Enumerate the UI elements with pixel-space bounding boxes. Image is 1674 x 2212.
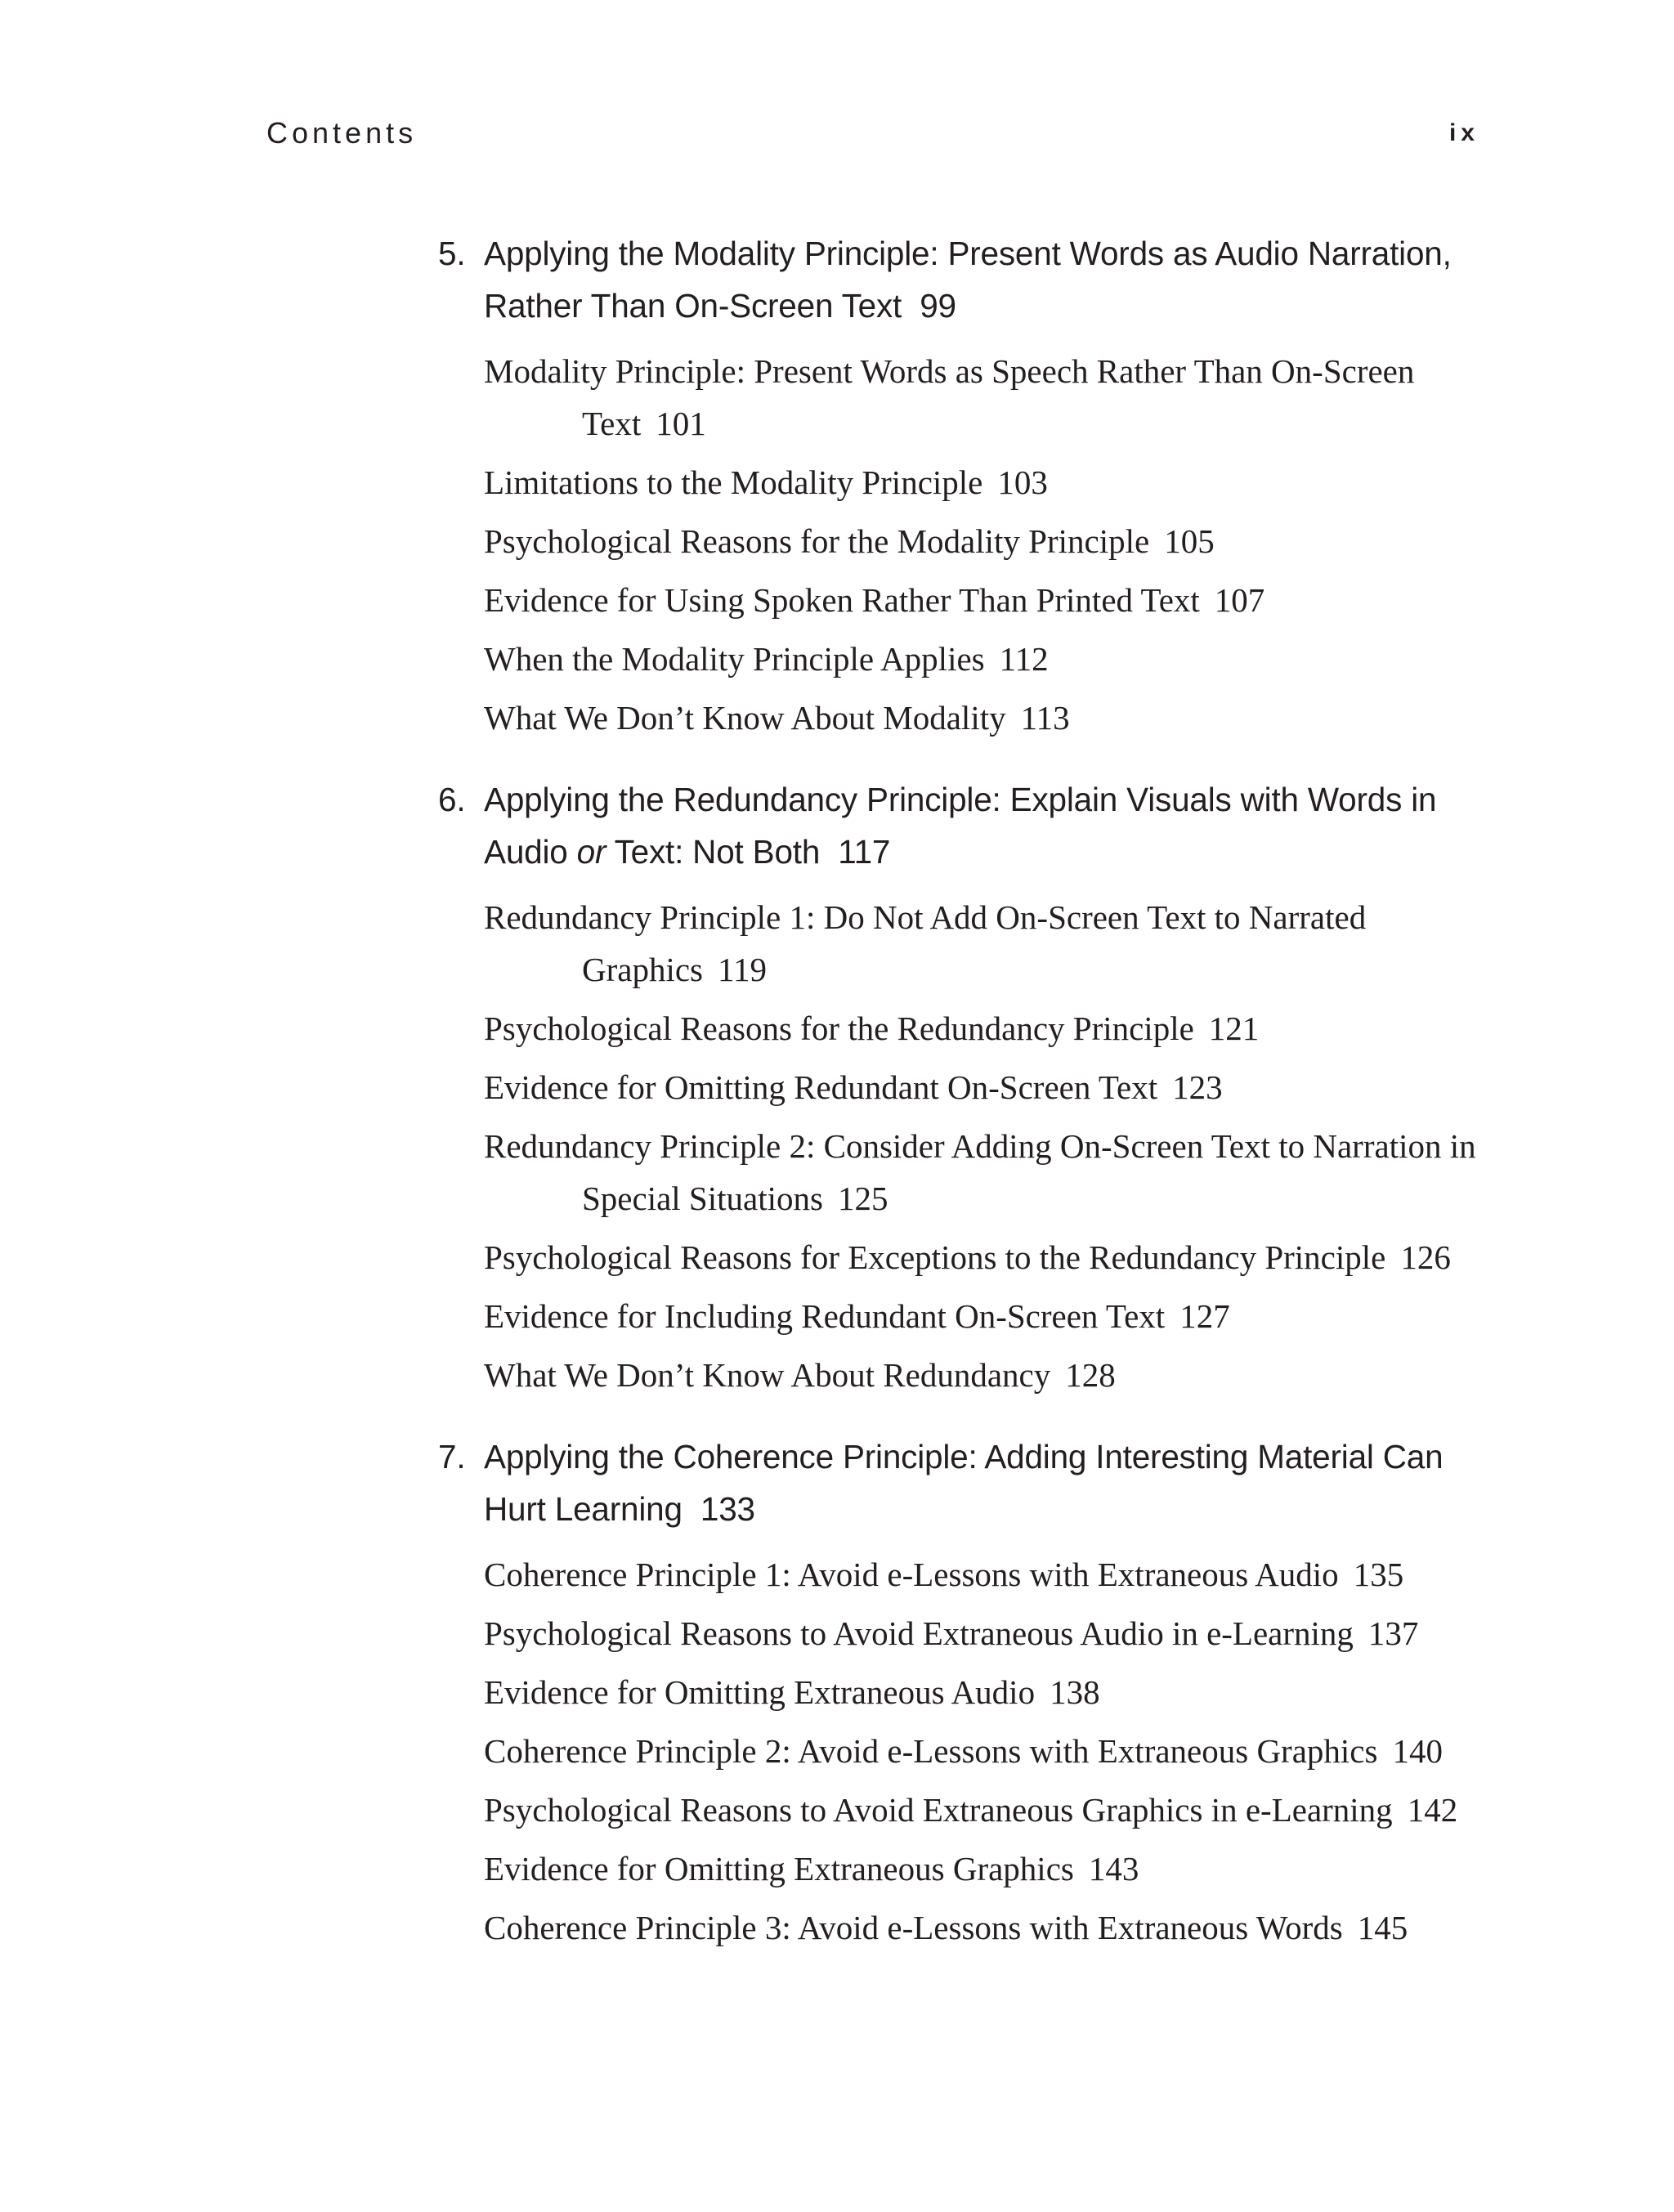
section-entry	[438, 456, 1484, 508]
section-page: 127	[1179, 1297, 1230, 1335]
section-entry	[438, 1349, 1484, 1401]
section-entry	[438, 345, 1484, 450]
table-of-contents	[438, 227, 1484, 1983]
chapter-number: 7.	[438, 1438, 466, 1475]
section-page: 125	[837, 1180, 888, 1217]
section-title: Psychological Reasons to Avoid Extraneous Audio in e-Learning	[484, 1614, 1354, 1652]
section-title: Psychological Reasons for the Redundancy Principle	[484, 1010, 1194, 1047]
section-page: 113	[1020, 699, 1070, 737]
section-title: Psychological Reasons to Avoid Extraneous Graphics in e-Learning	[484, 1791, 1393, 1829]
section-entry	[438, 1231, 1484, 1283]
section-page: 142	[1407, 1791, 1458, 1829]
section-title: Coherence Principle 3: Avoid e-Lessons with Extraneous Words	[484, 1909, 1343, 1946]
section-page: 123	[1172, 1068, 1223, 1106]
chapter-page: 133	[700, 1490, 755, 1528]
section-title: Redundancy Principle 1: Do Not Add On-Screen Text to Narrated Graphics	[484, 898, 1367, 988]
chapter-title-text: Applying the Modality Principle: Present Words as Audio Narration, Rather Than On-Screen Text	[484, 235, 1452, 325]
chapter-title-emphasis: or	[576, 833, 606, 871]
section-list	[438, 891, 1484, 1401]
section-entry	[438, 1548, 1484, 1601]
section-title: Evidence for Using Spoken Rather Than Printed Text	[484, 581, 1200, 619]
chapter-title	[484, 235, 1452, 325]
section-entry	[438, 1725, 1484, 1777]
section-entry	[438, 692, 1484, 744]
section-entry	[438, 1843, 1484, 1895]
section-title: Limitations to the Modality Principle	[484, 463, 983, 501]
section-title: What We Don’t Know About Redundancy	[484, 1356, 1051, 1394]
section-entry	[438, 1607, 1484, 1659]
chapter-6	[438, 773, 1484, 1401]
chapter-title-text: Applying the Coherence Principle: Adding Interesting Material Can Hurt Learning	[484, 1438, 1443, 1528]
section-entry	[438, 1120, 1484, 1225]
section-entry	[438, 515, 1484, 567]
section-entry	[438, 1002, 1484, 1055]
section-title: What We Don’t Know About Modality	[484, 699, 1006, 737]
section-entry	[438, 1901, 1484, 1954]
chapter-page: 99	[920, 287, 956, 325]
page-number: ix	[1448, 119, 1479, 146]
running-title: Contents	[266, 116, 418, 150]
section-page: 107	[1214, 581, 1265, 619]
section-page: 138	[1050, 1673, 1100, 1711]
chapter-page: 117	[838, 833, 891, 871]
section-page: 101	[656, 405, 706, 442]
section-page: 143	[1088, 1850, 1139, 1887]
chapter-heading	[438, 1431, 1484, 1535]
chapter-title-text: Applying the Redundancy Principle: Explain Visuals with Words in Audio	[484, 781, 1437, 871]
section-title: Coherence Principle 2: Avoid e-Lessons with Extraneous Graphics	[484, 1732, 1378, 1770]
section-title: Evidence for Omitting Extraneous Graphics	[484, 1850, 1074, 1887]
section-title: Redundancy Principle 2: Consider Adding On-Screen Text to Narration in Special Situations	[484, 1127, 1476, 1217]
section-entry	[438, 891, 1484, 996]
chapter-title-text-end: Text: Not Both	[606, 833, 821, 871]
section-page: 119	[718, 951, 767, 988]
section-title: Psychological Reasons for Exceptions to the Redundancy Principle	[484, 1238, 1386, 1276]
chapter-title	[484, 781, 1436, 871]
chapter-7	[438, 1431, 1484, 1954]
chapter-number: 6.	[438, 781, 466, 818]
section-page: 137	[1367, 1614, 1419, 1652]
section-page: 135	[1353, 1556, 1404, 1593]
section-title: Evidence for Including Redundant On-Screen Text	[484, 1297, 1166, 1335]
section-entry	[438, 633, 1484, 685]
chapter-5	[438, 227, 1484, 744]
section-title: Psychological Reasons for the Modality Principle	[484, 522, 1150, 560]
section-title: Evidence for Omitting Extraneous Audio	[484, 1673, 1036, 1711]
section-page: 140	[1392, 1732, 1443, 1770]
section-entry	[438, 1784, 1484, 1836]
section-title: Coherence Principle 1: Avoid e-Lessons with Extraneous Audio	[484, 1556, 1339, 1593]
section-title: Evidence for Omitting Redundant On-Screen Text	[484, 1068, 1158, 1106]
running-head	[266, 113, 1479, 154]
section-title: When the Modality Principle Applies	[484, 640, 985, 678]
section-entry	[438, 1061, 1484, 1113]
section-entry	[438, 1666, 1484, 1718]
section-page: 126	[1400, 1238, 1451, 1276]
section-list	[438, 345, 1484, 744]
chapter-title	[484, 1438, 1443, 1528]
section-page: 121	[1208, 1010, 1260, 1047]
section-entry	[438, 1290, 1484, 1342]
section-page: 112	[999, 640, 1049, 678]
section-entry	[438, 574, 1484, 626]
section-page: 103	[997, 463, 1048, 501]
section-page: 105	[1164, 522, 1215, 560]
section-title: Modality Principle: Present Words as Speech Rather Than On-Screen Text	[484, 352, 1415, 442]
chapter-number: 5.	[438, 235, 466, 272]
section-page: 145	[1357, 1909, 1408, 1946]
chapter-heading	[438, 773, 1484, 878]
chapter-heading	[438, 227, 1484, 332]
section-list	[438, 1548, 1484, 1954]
section-page: 128	[1065, 1356, 1116, 1394]
